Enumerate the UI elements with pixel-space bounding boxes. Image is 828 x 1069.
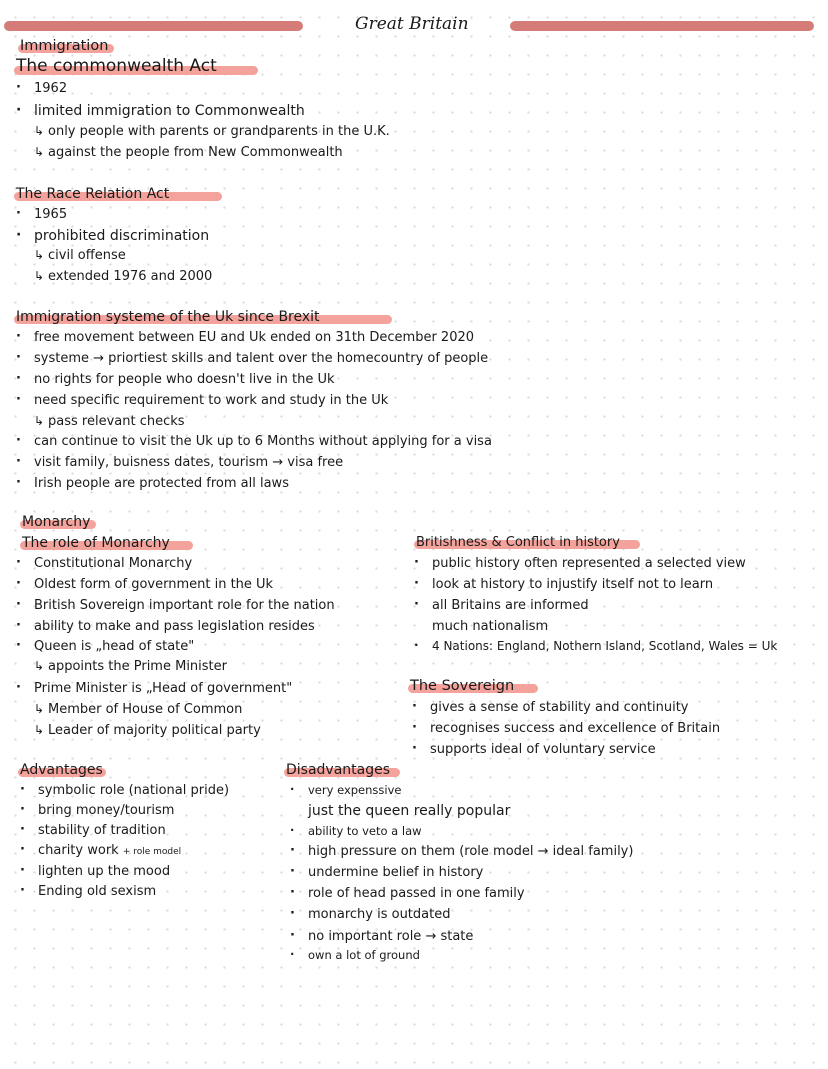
list-subitem: ↳ Member of House of Common: [34, 702, 243, 717]
list-item: · visit family, buisness dates, tourism → visa free: [34, 455, 343, 470]
list-item: · gives a sense of stability and continuity: [430, 700, 689, 715]
list-item: · public history often represented a selected view: [432, 556, 746, 571]
list-item: · Prime Minister is „Head of government": [34, 681, 292, 696]
commonwealth-act-heading: The commonwealth Act: [14, 56, 258, 76]
list-item: · very expenssive: [308, 783, 401, 797]
list-subitem: ↳ civil offense: [34, 248, 126, 263]
list-item: · 1962: [34, 81, 67, 96]
decorative-bar-right: [510, 21, 814, 31]
list-subitem: ↳ only people with parents or grandparents in the U.K.: [34, 124, 390, 139]
list-item: · monarchy is outdated: [308, 907, 450, 922]
advantages-heading: Advantages: [18, 762, 106, 778]
decorative-bar-left: [4, 21, 303, 31]
list-item: · systeme → priortiest skills and talent over the homecountry of people: [34, 351, 488, 366]
list-item: · lighten up the mood: [38, 864, 170, 879]
list-item: · all Britains are informed: [432, 598, 589, 613]
list-item: · Irish people are protected from all laws: [34, 476, 289, 491]
list-item: · 4 Nations: England, Nothern Island, Scotland, Wales = Uk: [432, 639, 777, 653]
britishness-heading: Britishness & Conflict in history: [414, 535, 640, 550]
role-of-monarchy-heading: The role of Monarchy: [20, 535, 193, 551]
list-item: · bring money/tourism: [38, 803, 174, 818]
disadvantages-heading: Disadvantages: [284, 762, 400, 778]
list-subitem: ↳ Leader of majority political party: [34, 723, 261, 738]
list-item: · symbolic role (national pride): [38, 783, 229, 798]
list-item: · Oldest form of government in the Uk: [34, 577, 273, 592]
list-item: · British Sovereign important role for the nation: [34, 598, 335, 613]
race-relation-act-heading: The Race Relation Act: [14, 186, 222, 202]
list-item: · Ending old sexism: [38, 884, 156, 899]
list-item: · Queen is „head of state": [34, 639, 194, 654]
list-item: · high pressure on them (role model → ideal family): [308, 844, 633, 859]
list-subitem: ↳ pass relevant checks: [34, 414, 185, 429]
list-item: · no important role → state: [308, 929, 473, 944]
section-heading-immigration: Immigration: [18, 38, 114, 54]
list-item: · stability of tradition: [38, 823, 166, 838]
list-item: · limited immigration to Commonwealth: [34, 103, 305, 119]
sovereign-heading: The Sovereign: [408, 678, 538, 694]
list-item: · role of head passed in one family: [308, 886, 525, 901]
list-item: · own a lot of ground: [308, 948, 420, 962]
list-item: · can continue to visit the Uk up to 6 Months without applying for a visa: [34, 434, 492, 449]
list-item: · free movement between EU and Uk ended on 31th December 2020: [34, 330, 474, 345]
list-item: · 1965: [34, 207, 67, 222]
section-heading-monarchy: Monarchy: [20, 514, 96, 530]
list-item: · look at history to injustify itself not to learn: [432, 577, 713, 592]
list-subitem: ↳ extended 1976 and 2000: [34, 269, 213, 284]
list-item: · charity work + role model: [38, 843, 181, 858]
list-subitem: ↳ appoints the Prime Minister: [34, 659, 227, 674]
list-item: · recognises success and excellence of Britain: [430, 721, 720, 736]
list-item-continuation: much nationalism: [432, 619, 549, 634]
list-item: · ability to veto a law: [308, 824, 422, 838]
brexit-immigration-heading: Immigration systeme of the Uk since Brexit: [14, 309, 392, 325]
list-item: · undermine belief in history: [308, 865, 483, 880]
list-item: · no rights for people who doesn't live in the Uk: [34, 372, 335, 387]
list-item: · supports ideal of voluntary service: [430, 742, 656, 757]
list-item: · Constitutional Monarchy: [34, 556, 192, 571]
list-item: · need specific requirement to work and study in the Uk: [34, 393, 388, 408]
list-subitem: ↳ against the people from New Commonwealth: [34, 145, 343, 160]
list-item: · prohibited discrimination: [34, 228, 209, 244]
list-item: just the queen really popular: [308, 803, 511, 819]
page-title: Great Britain: [355, 14, 469, 34]
list-item: · ability to make and pass legislation resides: [34, 619, 315, 634]
